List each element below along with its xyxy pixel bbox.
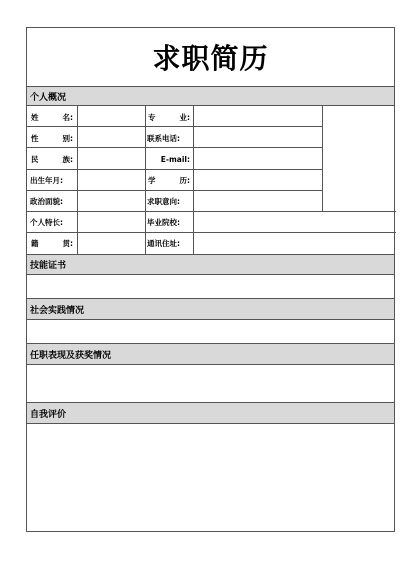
politics-label: 政治面貌: xyxy=(30,196,63,206)
ethnicity-label: 民 族: xyxy=(31,154,73,164)
address-label: 通讯住址: xyxy=(147,238,180,248)
specialty-field[interactable] xyxy=(78,212,144,231)
major-field[interactable] xyxy=(194,107,321,126)
intention-label: 求职意向: xyxy=(147,196,180,206)
major-label: 专 业: xyxy=(148,112,190,122)
section-header-performance: 任职表现及获奖情况 xyxy=(27,343,394,365)
photo-area[interactable] xyxy=(323,107,395,211)
section-header-skills: 技能证书 xyxy=(27,254,394,275)
email-field[interactable] xyxy=(194,149,321,168)
school-label: 毕业院校: xyxy=(147,217,180,227)
intention-field[interactable] xyxy=(194,191,321,210)
page-title: 求职简历 xyxy=(152,42,269,75)
gender-label: 性 别: xyxy=(31,133,73,143)
section-header-self-eval: 自我评价 xyxy=(27,402,394,424)
performance-content[interactable] xyxy=(27,365,396,402)
specialty-label: 个人特长: xyxy=(30,217,63,227)
section-header-practice: 社会实践情况 xyxy=(27,298,394,320)
origin-field[interactable] xyxy=(78,233,144,252)
resume-sheet xyxy=(26,27,395,532)
gender-field[interactable] xyxy=(78,128,144,147)
birth-label: 出生年月: xyxy=(30,175,63,185)
email-label: E-mail: xyxy=(160,154,190,164)
name-field[interactable] xyxy=(78,107,144,126)
name-label: 姓 名: xyxy=(31,112,73,122)
ethnicity-field[interactable] xyxy=(78,149,144,168)
phone-label: 联系电话: xyxy=(147,133,180,143)
education-label: 学 历: xyxy=(148,175,190,185)
phone-field[interactable] xyxy=(194,128,321,147)
section-header-overview: 个人概况 xyxy=(27,86,394,106)
address-field[interactable] xyxy=(194,233,395,252)
skills-content[interactable] xyxy=(27,275,396,298)
practice-content[interactable] xyxy=(27,320,396,343)
self-eval-content[interactable] xyxy=(27,424,396,532)
origin-label: 籍 贯: xyxy=(31,238,73,248)
school-field[interactable] xyxy=(194,212,395,231)
education-field[interactable] xyxy=(194,170,321,189)
birth-field[interactable] xyxy=(78,170,144,189)
politics-field[interactable] xyxy=(78,191,144,210)
